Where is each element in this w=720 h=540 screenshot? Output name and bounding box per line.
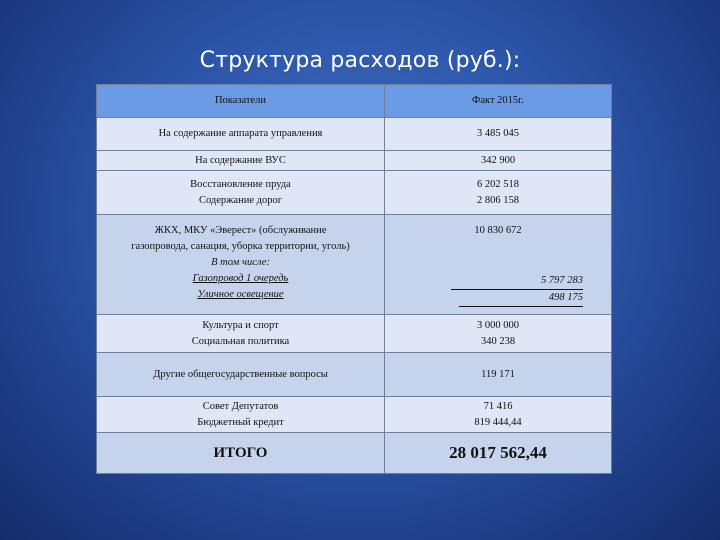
slide-title: Структура расходов (руб.): bbox=[199, 48, 521, 73]
row-label bbox=[97, 315, 385, 353]
row-value: 119 171 bbox=[385, 353, 612, 397]
roads-label: Содержание дорог bbox=[198, 194, 283, 206]
table-row bbox=[97, 315, 612, 353]
row-label: На содержание аппарата управления bbox=[97, 118, 385, 151]
expense-table bbox=[96, 84, 612, 474]
table-row bbox=[97, 171, 612, 215]
social-label: Социальная политика bbox=[191, 335, 290, 347]
row-value bbox=[385, 315, 612, 353]
row-value: 3 485 045 bbox=[385, 118, 612, 151]
row-value: 342 900 bbox=[385, 151, 612, 171]
gas-pipeline-label: Газопровод 1 очередь bbox=[192, 273, 289, 284]
culture-value: 3 000 000 bbox=[477, 319, 519, 331]
table-header-row bbox=[97, 85, 612, 118]
row-value bbox=[385, 397, 612, 433]
zhkh-label-line2: газопровода, санация, уборка территории, уголь) bbox=[131, 241, 350, 252]
street-lighting-value: 498 175 bbox=[459, 290, 583, 307]
row-label bbox=[97, 171, 385, 215]
header-fact: Факт 2015г. bbox=[385, 85, 612, 118]
council-value: 71 416 bbox=[483, 400, 513, 412]
row-label bbox=[97, 215, 385, 315]
table-row bbox=[97, 215, 612, 315]
total-value: 28 017 562,44 bbox=[385, 433, 612, 474]
gas-pipeline-value: 5 797 283 bbox=[451, 273, 583, 290]
social-value: 340 238 bbox=[480, 335, 516, 347]
including-label: В том числе: bbox=[211, 257, 270, 268]
table-row bbox=[97, 118, 612, 151]
row-value bbox=[385, 215, 612, 315]
table-row bbox=[97, 151, 612, 171]
roads-value: 2 806 158 bbox=[477, 194, 519, 206]
zhkh-value: 10 830 672 bbox=[474, 225, 522, 236]
credit-label: Бюджетный кредит bbox=[197, 416, 284, 428]
pond-value: 6 202 518 bbox=[477, 178, 519, 190]
street-lighting-label: Уличное освещение bbox=[197, 289, 284, 300]
row-label: На содержание ВУС bbox=[97, 151, 385, 171]
total-label: ИТОГО bbox=[97, 433, 385, 474]
pond-label: Восстановление пруда bbox=[190, 178, 291, 190]
header-indicators: Показатели bbox=[97, 85, 385, 118]
row-value bbox=[385, 171, 612, 215]
culture-label: Культура и спорт bbox=[202, 319, 279, 331]
zhkh-label-line1: ЖКХ, МКУ «Эверест» (обслуживание bbox=[154, 225, 327, 236]
row-label bbox=[97, 397, 385, 433]
council-label: Совет Депутатов bbox=[202, 400, 279, 412]
row-label: Другие общегосударственные вопросы bbox=[97, 353, 385, 397]
credit-value: 819 444,44 bbox=[474, 416, 522, 428]
table-row bbox=[97, 397, 612, 433]
total-row bbox=[97, 433, 612, 474]
table-row bbox=[97, 353, 612, 397]
